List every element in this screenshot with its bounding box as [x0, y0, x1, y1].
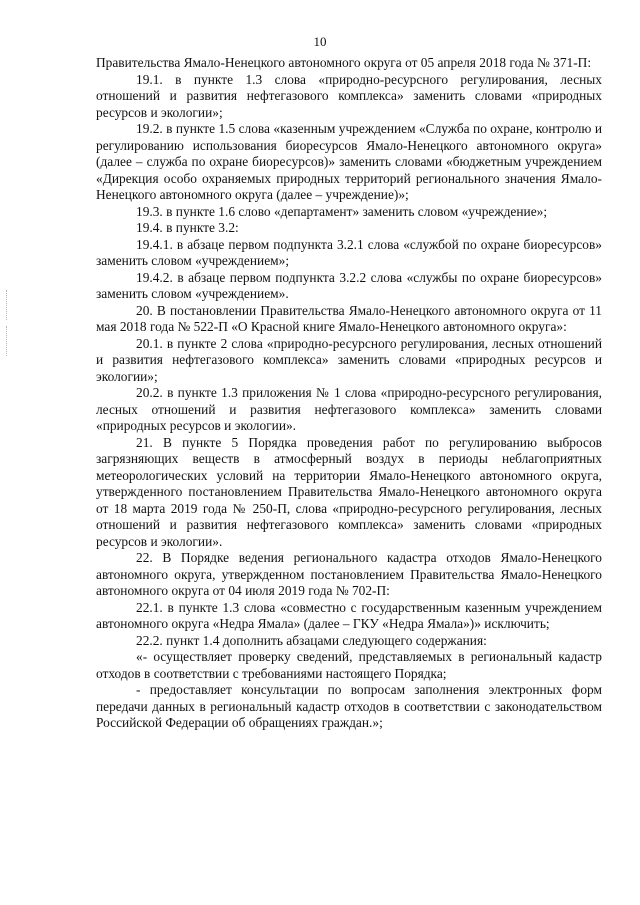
page-number: 10	[313, 34, 327, 49]
paragraph: 19.4.1. в абзаце первом подпункта 3.2.1 слова «службой по охране биоресурсов» заменить словом «учреждением»;	[96, 236, 602, 268]
paragraph: - предоставляет консультации по вопросам заполнения электронных форм передачи данных в региональный кадастр отходов в соответствии с законодательством Российской Федерации об обращениях граждан.»;	[96, 682, 602, 730]
paragraph: 22.2. пункт 1.4 дополнить абзацами следующего содержания:	[136, 632, 487, 648]
paragraph: 20.2. в пункте 1.3 приложения № 1 слова «природно-ресурсного регулирования, лесных отношений и развития нефтегазового комплекса» заменить словами «природных ресурсов и экологии».	[96, 385, 602, 433]
paragraph: 19.1. в пункте 1.3 слова «природно-ресурсного регулирования, лесных отношений и развития нефтегазового комплекса» заменить словами «природных ресурсов и экологии»;	[96, 71, 602, 120]
paragraph: 22. В Порядке ведения регионального кадастра отходов Ямало-Ненецкого автономного округа, утвержденном постановлением Правительства Ямало-Ненецкого автономного округа от 04 июля 2019 года № 702-П:	[96, 550, 602, 598]
paragraph: 20.1. в пункте 2 слова «природно-ресурсного регулирования, лесных отношений и развития нефтегазового комплекса» заменить словами «природных ресурсов и экологии»;	[96, 335, 602, 384]
margin-mark	[6, 290, 9, 320]
paragraph: «- осуществляет проверку сведений, представляемых в региональный кадастр отходов в соответствии с требованиями настоящего Порядка;	[96, 649, 602, 681]
paragraph: 19.4. в пункте 3.2:	[136, 220, 239, 235]
paragraph: Правительства Ямало-Ненецкого автономного округа от 05 апреля 2018 года № 371-П:	[96, 55, 592, 70]
paragraph: 19.2. в пункте 1.5 слова «казенным учреждением «Служба по охране, контролю и регулированию использования биоресурсов Ямало-Ненецкого автономного округа» (далее – служба по охране биоресурсов)» заменить словами «бюджетным учреждением «Дирекция особо охраняемых природных территорий регионального значения Ямало-Ненецкого автономного округа (далее – учреждение)»;	[96, 121, 602, 202]
margin-mark	[6, 326, 9, 356]
document-body	[96, 55, 602, 732]
paragraph: 19.4.2. в абзаце первом подпункта 3.2.2 слова «службы по охране биоресурсов» заменить словом «учреждением».	[96, 269, 602, 301]
paragraph: 22.1. в пункте 1.3 слова «совместно с государственным казенным учреждением автономного округа «Недра Ямала» (далее – ГКУ «Недра Ямала»)» исключить;	[96, 599, 602, 631]
paragraph: 19.3. в пункте 1.6 слово «департамент» заменить словом «учреждение»;	[136, 203, 548, 219]
paragraph: 21. В пункте 5 Порядка проведения работ по регулированию выбросов загрязняющих веществ в атмосферный воздух в периоды неблагоприятных метеорологических условий на территории Ямало-Ненецкого автономного округа, утвержденного постановлением Правительства Ямало-Ненецкого автономного округа от 18 марта 2019 года № 250-П, слова «природно-ресурсного регулирования, лесных отношений и развития нефтегазового комплекса» заменить словами «природных ресурсов и экологии».	[96, 434, 602, 549]
paragraph: 20. В постановлении Правительства Ямало-Ненецкого автономного округа от 11 мая 2018 года № 522-П «О Красной книге Ямало-Ненецкого автономного округа»:	[96, 302, 602, 334]
